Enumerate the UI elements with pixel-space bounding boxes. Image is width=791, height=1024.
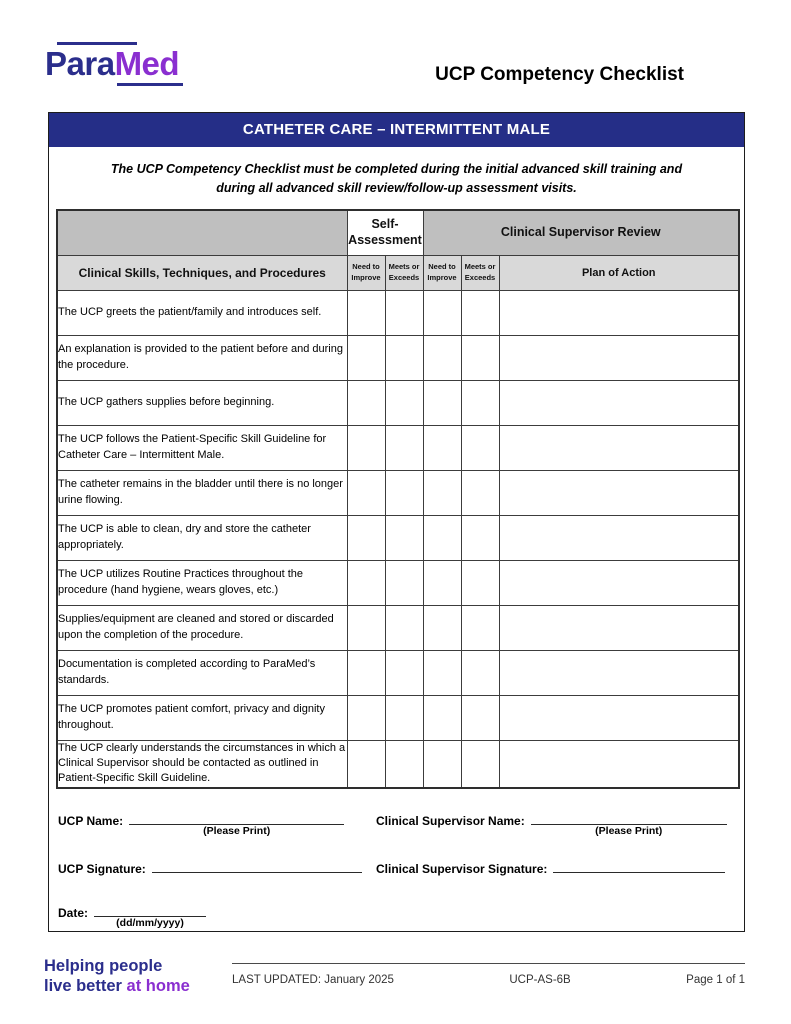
checkbox-cell[interactable]	[461, 740, 499, 788]
logo-para-text: Para	[45, 45, 115, 82]
supervisor-name-line[interactable]	[531, 811, 727, 837]
table-row	[57, 650, 739, 695]
logo-med-text: Med	[114, 45, 180, 82]
logo-bottom-rule	[117, 83, 183, 86]
table-row	[57, 605, 739, 650]
supervisor-signature-field	[376, 859, 725, 876]
table-row	[57, 380, 739, 425]
checkbox-cell[interactable]	[461, 425, 499, 470]
checkbox-cell[interactable]	[423, 740, 461, 788]
checkbox-cell[interactable]	[423, 605, 461, 650]
competency-table	[56, 209, 740, 789]
skill-text: The catheter remains in the bladder until there is no longer urine flowing.	[57, 470, 347, 515]
checkbox-cell[interactable]	[423, 290, 461, 335]
tagline-at-home: at home	[126, 977, 190, 996]
skill-text: The UCP utilizes Routine Practices throughout the procedure (hand hygiene, wears gloves, etc.)	[57, 560, 347, 605]
checkbox-cell[interactable]	[423, 650, 461, 695]
checkbox-cell[interactable]	[423, 560, 461, 605]
table-row	[57, 470, 739, 515]
skill-text: The UCP is able to clean, dry and store the catheter appropriately.	[57, 515, 347, 560]
table-body	[57, 290, 739, 788]
checkbox-cell[interactable]	[385, 605, 423, 650]
blank-header-cell	[57, 210, 347, 256]
checkbox-cell[interactable]	[423, 515, 461, 560]
ucp-name-line[interactable]	[129, 811, 344, 837]
self-meets-exceeds-header: Meets or Exceeds	[385, 255, 423, 290]
please-print-note: (Please Print)	[595, 824, 663, 837]
checkbox-cell[interactable]	[385, 650, 423, 695]
checkbox-cell[interactable]	[347, 290, 385, 335]
ucp-signature-line[interactable]	[152, 859, 362, 873]
supervisor-signature-line[interactable]	[553, 859, 725, 873]
table-row	[57, 515, 739, 560]
checkbox-cell[interactable]	[461, 380, 499, 425]
checkbox-cell[interactable]	[423, 470, 461, 515]
plan-of-action-cell[interactable]	[499, 695, 739, 740]
skill-text: The UCP greets the patient/family and introduces self.	[57, 290, 347, 335]
checkbox-cell[interactable]	[385, 560, 423, 605]
tagline-line1: Helping people	[44, 957, 163, 975]
tagline-live-better: live better	[44, 977, 127, 996]
signature-section	[49, 789, 744, 929]
please-print-note: (Please Print)	[203, 824, 271, 837]
supervisor-need-improve-header: Need to Improve	[423, 255, 461, 290]
checkbox-cell[interactable]	[385, 515, 423, 560]
paramed-logo	[45, 42, 183, 86]
checkbox-cell[interactable]	[347, 380, 385, 425]
ucp-signature-field	[58, 859, 376, 876]
skill-text: Documentation is completed according to ParaMed’s standards.	[57, 650, 347, 695]
table-row	[57, 740, 739, 788]
checkbox-cell[interactable]	[461, 515, 499, 560]
skill-text: The UCP gathers supplies before beginning.	[57, 380, 347, 425]
checkbox-cell[interactable]	[385, 290, 423, 335]
tagline-line2	[44, 976, 190, 996]
checkbox-cell[interactable]	[347, 560, 385, 605]
form-banner-title: CATHETER CARE – INTERMITTENT MALE	[49, 113, 744, 147]
checkbox-cell[interactable]	[385, 695, 423, 740]
ucp-signature-label: UCP Signature:	[58, 861, 146, 876]
skill-text: The UCP follows the Patient-Specific Skill Guideline for Catheter Care – Intermittent Male.	[57, 425, 347, 470]
skill-text: An explanation is provided to the patient before and during the procedure.	[57, 335, 347, 380]
checkbox-cell[interactable]	[347, 650, 385, 695]
plan-of-action-cell[interactable]	[499, 560, 739, 605]
supervisor-review-header: Clinical Supervisor Review	[423, 210, 739, 256]
supervisor-name-label: Clinical Supervisor Name:	[376, 813, 525, 828]
self-need-improve-header: Need to Improve	[347, 255, 385, 290]
checkbox-cell[interactable]	[461, 695, 499, 740]
checkbox-cell[interactable]	[423, 335, 461, 380]
plan-of-action-cell[interactable]	[499, 605, 739, 650]
table-row	[57, 290, 739, 335]
checkbox-cell[interactable]	[423, 425, 461, 470]
plan-of-action-cell[interactable]	[499, 650, 739, 695]
checkbox-cell[interactable]	[423, 380, 461, 425]
brand-tagline	[44, 956, 190, 996]
supervisor-name-field	[376, 811, 727, 837]
ucp-name-label: UCP Name:	[58, 813, 124, 828]
self-assessment-header: Self-Assessment	[347, 210, 423, 256]
checkbox-cell[interactable]	[347, 515, 385, 560]
plan-of-action-cell[interactable]	[499, 335, 739, 380]
last-updated-text: LAST UPDATED: January 2025	[232, 974, 394, 986]
table-row	[57, 695, 739, 740]
signature-row	[58, 859, 734, 876]
date-line[interactable]	[94, 903, 206, 929]
checkbox-cell[interactable]	[385, 380, 423, 425]
column-header-row	[57, 255, 739, 290]
checkbox-cell[interactable]	[423, 695, 461, 740]
checkbox-cell[interactable]	[461, 290, 499, 335]
date-field	[58, 903, 206, 929]
logo-text	[45, 47, 183, 82]
group-header-row	[57, 210, 739, 256]
checkbox-cell[interactable]	[385, 470, 423, 515]
skills-column-header: Clinical Skills, Techniques, and Procedures	[57, 255, 347, 290]
supervisor-meets-exceeds-header: Meets or Exceeds	[461, 255, 499, 290]
checkbox-cell[interactable]	[461, 605, 499, 650]
page-title: UCP Competency Checklist	[435, 64, 684, 85]
checkbox-cell[interactable]	[461, 560, 499, 605]
form-container	[48, 112, 745, 932]
date-row	[58, 903, 734, 929]
instruction-text: The UCP Competency Checklist must be completed during the initial advanced skill training and during all advanced skill review/follow-up assessment visits.	[110, 162, 683, 195]
checkbox-cell[interactable]	[461, 470, 499, 515]
page-number: Page 1 of 1	[686, 974, 745, 986]
skill-text: The UCP clearly understands the circumstances in which a Clinical Supervisor should be contacted as outlined in Patient-Specific Skill Guideline.	[57, 740, 347, 788]
document-code: UCP-AS-6B	[509, 974, 571, 986]
plan-of-action-cell[interactable]	[499, 740, 739, 788]
skill-text: The UCP promotes patient comfort, privacy and dignity throughout.	[57, 695, 347, 740]
supervisor-signature-label: Clinical Supervisor Signature:	[376, 861, 548, 876]
plan-of-action-cell[interactable]	[499, 470, 739, 515]
checkbox-cell[interactable]	[347, 425, 385, 470]
checkbox-cell[interactable]	[461, 335, 499, 380]
ucp-name-field	[58, 811, 376, 837]
checkbox-cell[interactable]	[347, 695, 385, 740]
plan-of-action-cell[interactable]	[499, 425, 739, 470]
checkbox-cell[interactable]	[385, 425, 423, 470]
table-row	[57, 560, 739, 605]
plan-of-action-cell[interactable]	[499, 380, 739, 425]
name-row	[58, 811, 734, 837]
checkbox-cell[interactable]	[347, 335, 385, 380]
checkbox-cell[interactable]	[385, 740, 423, 788]
footer-divider	[232, 963, 745, 964]
checkbox-cell[interactable]	[385, 335, 423, 380]
plan-of-action-cell[interactable]	[499, 290, 739, 335]
checkbox-cell[interactable]	[347, 605, 385, 650]
date-label: Date:	[58, 905, 89, 920]
table-row	[57, 425, 739, 470]
footer-info	[232, 974, 745, 986]
plan-of-action-header: Plan of Action	[499, 255, 739, 290]
table-row	[57, 335, 739, 380]
checkbox-cell[interactable]	[347, 740, 385, 788]
checkbox-cell[interactable]	[461, 650, 499, 695]
checkbox-cell[interactable]	[347, 470, 385, 515]
skill-text: Supplies/equipment are cleaned and stored or discarded upon the completion of the procedure.	[57, 605, 347, 650]
date-format-note: (dd/mm/yyyy)	[116, 916, 184, 929]
plan-of-action-cell[interactable]	[499, 515, 739, 560]
